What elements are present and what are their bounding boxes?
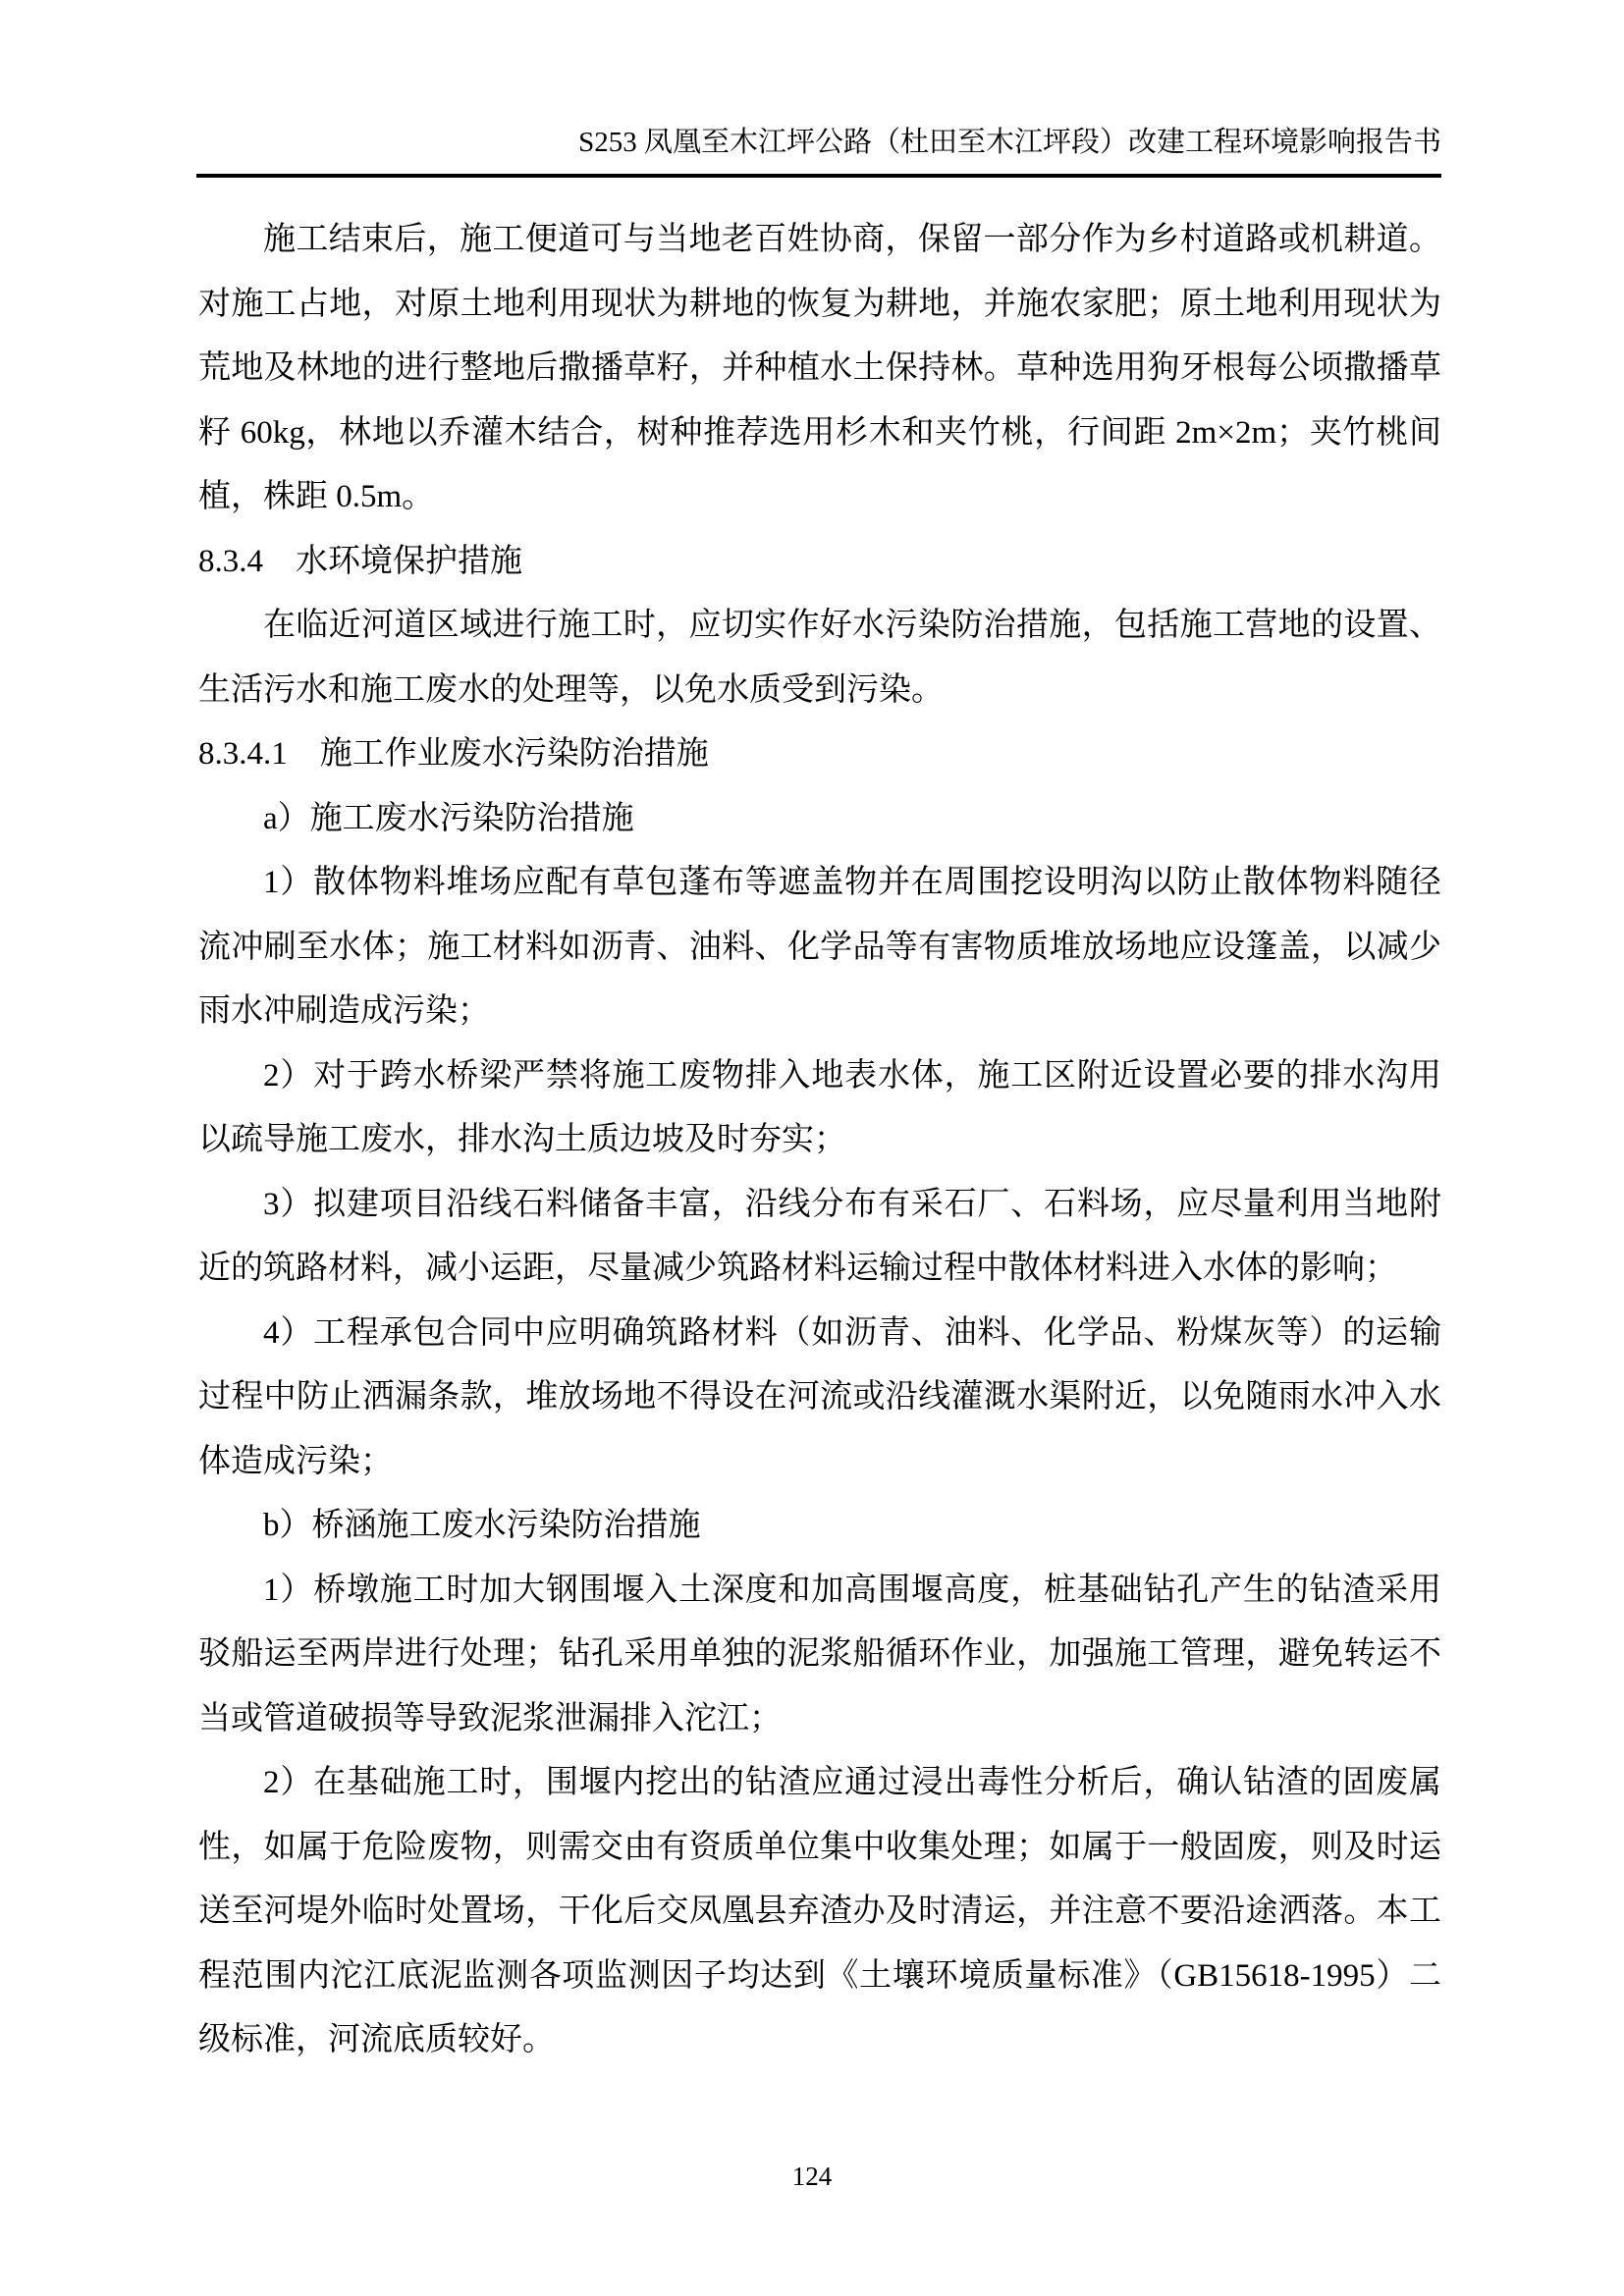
paragraph-item-1-pier-cofferdam: 1）桥墩施工时加大钢围堰入土深度和加高围堰高度，桩基础钻孔产生的钻渣采用驳船运至两岸进行处理；钻孔采用单独的泥浆船循环作业，加强施工管理，避免转运不当或管道破损等导致泥浆泄漏排入沱江； — [198, 1572, 1441, 1736]
report-header-title: S253 凤凰至木江坪公路（杜田至木江坪段）改建工程环境影响报告书 — [578, 127, 1441, 158]
paragraph-item-4-contract-clauses: 4）工程承包合同中应明确筑路材料（如沥青、油料、化学品、粉煤灰等）的运输过程中防止洒漏条款，堆放场地不得设在河流或沿线灌溉水渠附近，以免随雨水冲入水体造成污染； — [198, 1314, 1441, 1479]
page-footer — [0, 2160, 1624, 2193]
document-body — [198, 208, 1441, 2073]
page-number: 124 — [791, 2162, 833, 2191]
heading-8-3-4-1-wastewater-measures: 8.3.4.1 施工作业废水污染防治措施 — [198, 736, 709, 772]
paragraph-item-2-bridge-waste-ban: 2）对于跨水桥梁严禁将施工废物排入地表水体，施工区附近设置必要的排水沟用以疏导施工废水，排水沟土质边坡及时夯实； — [198, 1057, 1441, 1157]
heading-8-3-4-water-protection: 8.3.4 水环境保护措施 — [198, 543, 522, 579]
paragraph-item-b-bridge-culvert: b）桥涵施工废水污染防治措施 — [263, 1508, 701, 1543]
paragraph-temporary-roads-restoration: 施工结束后，施工便道可与当地老百姓协商，保留一部分作为乡村道路或机耕道。对施工占地，对原土地利用现状为耕地的恢复为耕地，并施农家肥；原土地利用现状为荒地及林地的进行整地后撒播草籽，并种植水土保持林。草种选用狗牙根每公顷撒播草籽 60kg，林地以乔灌木结合，树种推荐选用杉木和夹竹桃，行间距 2m×2m；夹竹桃间植，株距 0.5m。 — [198, 222, 1441, 514]
paragraph-item-1-bulk-material-yards: 1）散体物料堆场应配有草包蓬布等遮盖物并在周围挖设明沟以防止散体物料随径流冲刷至水体；施工材料如沥青、油料、化学品等有害物质堆放场地应设篷盖，以减少雨水冲刷造成污染； — [198, 865, 1441, 1029]
paragraph-item-3-local-stone-material: 3）拟建项目沿线石料储备丰富，沿线分布有采石厂、石料场，应尽量利用当地附近的筑路材料，减小运距，尽量减少筑路材料运输过程中散体材料进入水体的影响； — [198, 1186, 1441, 1286]
paragraph-item-2-drill-residue: 2）在基础施工时，围堰内挖出的钻渣应通过浸出毒性分析后，确认钻渣的固废属性，如属于危险废物，则需交由有资质单位集中收集处理；如属于一般固废，则及时运送至河堤外临时处置场，干化后交凤凰县弃渣办及时清运，并注意不要沿途洒落。本工程范围内沱江底泥监测各项监测因子均达到《土壤环境质量标准》（GB15618-1995）二级标准，河流底质较好。 — [198, 1765, 1441, 2057]
paragraph-item-a-construction-wastewater: a）施工废水污染防治措施 — [263, 800, 634, 836]
paragraph-river-area-construction: 在临近河道区域进行施工时，应切实作好水污染防治措施，包括施工营地的设置、生活污水和施工废水的处理等，以免水质受到污染。 — [198, 608, 1441, 708]
page-header — [196, 124, 1441, 178]
